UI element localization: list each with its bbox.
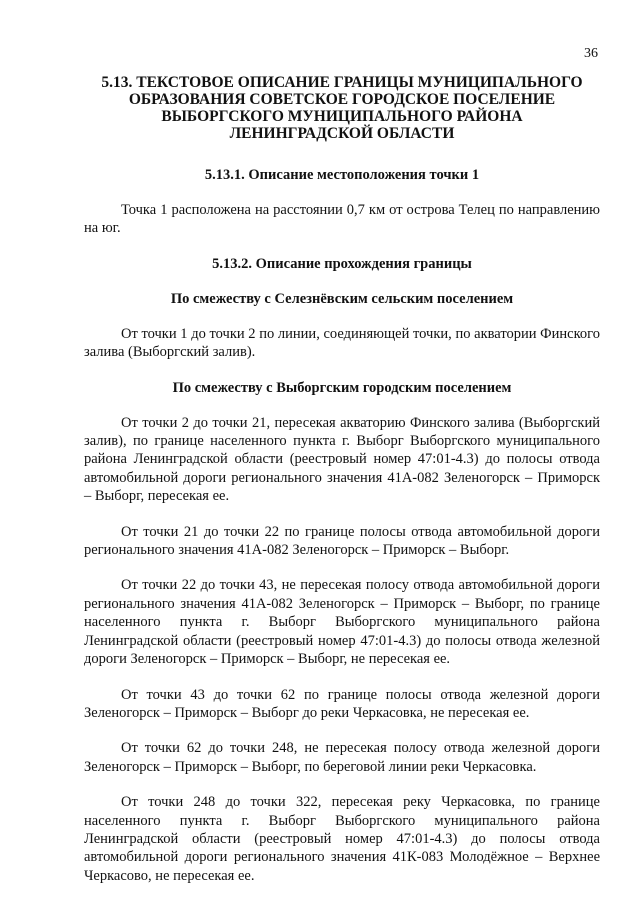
paragraph: Точка 1 расположена на расстоянии 0,7 км от острова Телец по направлению на юг. — [84, 202, 600, 237]
paragraph: От точки 248 до точки 322, пересекая реку Черкасовка, по границе населенного пункта г. Выборг Выборгского муниципального района Ленинградской области (реестровый номер 47:01-4.3) до полосы отвода автомобильной дороги регионального значения 41К-083 Молодёжное – Верхнее Черкасово, не пересекая ее. — [84, 794, 600, 884]
paragraph: От точки 21 до точки 22 по границе полосы отвода автомобильной дороги регионального значения 41А-082 Зеленогорск – Приморск – Выборг. — [84, 523, 600, 559]
paragraph: От точки 22 до точки 43, не пересекая полосу отвода автомобильной дороги регионального значения 41А-082 Зеленогорск – Приморск – Выборг, по границе населенного пункта г. Выборг Выборгского муниципального района Ленинградской области (реестровый номер 47:01-4.3) до полосы отвода железной дороги Зеленогорск – Приморск – Выборг, не пересекая ее. — [84, 577, 600, 668]
subsection-heading: По смежеству с Селезнёвским сельским поселением — [170, 290, 514, 307]
page-number: 36 — [584, 46, 598, 61]
document-title — [84, 74, 600, 142]
paragraph: От точки 43 до точки 62 по границе полосы отвода железной дороги Зеленогорск – Приморск – Выборг до реки Черкасовка, не пересекая ее. — [84, 686, 600, 721]
document-body — [84, 74, 600, 902]
paragraph: От точки 2 до точки 21, пересекая акваторию Финского залива (Выборгский залив), по границе населенного пункта г. Выборг Выборгского муниципального района Ленинградской области (реестровый номер 47:01-4.3) до полосы отвода автомобильной дороги регионального значения 41А-082 Зеленогорск – Приморск – Выборг, пересекая ее. — [84, 414, 600, 505]
title-line: 5.13. ТЕКСТОВОЕ ОПИСАНИЕ ГРАНИЦЫ МУНИЦИПАЛЬНОГО — [101, 74, 583, 91]
title-line: ЛЕНИНГРАДСКОЙ ОБЛАСТИ — [229, 125, 455, 142]
paragraph: От точки 62 до точки 248, не пересекая полосу отвода железной дороги Зеленогорск – Приморск – Выборг, по береговой линии реки Черкасовка. — [84, 740, 600, 775]
paragraph: От точки 1 до точки 2 по линии, соединяющей точки, по акватории Финского залива (Выборгский залив). — [84, 325, 600, 361]
section-heading: 5.13.1. Описание местоположения точки 1 — [204, 167, 480, 183]
title-line: ОБРАЗОВАНИЯ СОВЕТСКОЕ ГОРОДСКОЕ ПОСЕЛЕНИЕ — [128, 91, 556, 108]
section-heading: 5.13.2. Описание прохождения границы — [212, 255, 472, 272]
title-line: ВЫБОРГСКОГО МУНИЦИПАЛЬНОГО РАЙОНА — [161, 108, 523, 125]
subsection-heading: По смежеству с Выборгским городским поселением — [172, 379, 512, 396]
